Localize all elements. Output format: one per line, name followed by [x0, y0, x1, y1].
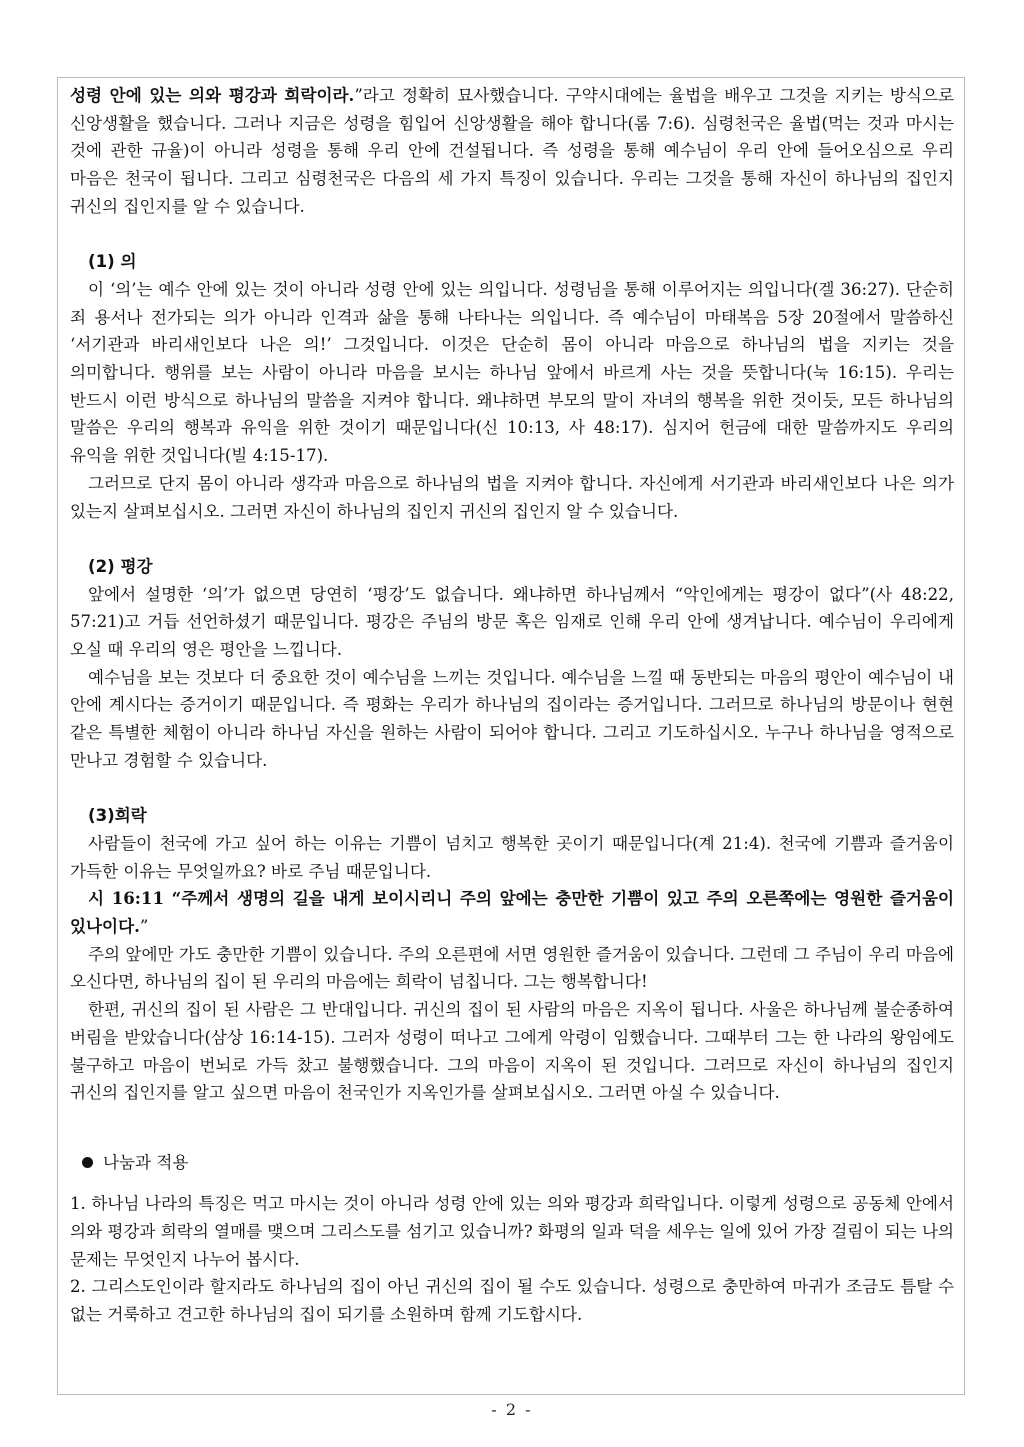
verse-text: 시 16:11 “주께서 생명의 길을 내게 보이시리니 주의 앞에는 충만한 기쁨이 있고 주의 오른쪽에는 영원한 즐거움이 있나이다.	[70, 888, 954, 937]
section2-paragraph-2: 예수님을 보는 것보다 더 중요한 것이 예수님을 느끼는 것입니다. 예수님을 느낄 때 동반되는 마음의 평안이 예수님이 내 안에 계시다는 증거이기 때문입니다. 즉 평화는 우리가 하나님의 집이라는 증거입니다. 그러므로 하나님의 방문이나 현현 같은 특별한 체험이 아니라 하나님 자신을 원하는 사람이 되어야 합니다. 그리고 기도하십시오. 누구나 하나님을 영적으로 만나고 경험할 수 있습니다.	[70, 667, 954, 770]
section1-paragraph-2: 그러므로 단지 몸이 아니라 생각과 마음으로 하나님의 법을 지켜야 합니다. 자신에게 서기관과 바리새인보다 나은 의가 있는지 살펴보십시오. 그러면 자신이 하나님의 집인지 귀신의 집인지 알 수 있습니다.	[70, 473, 954, 521]
document-body	[70, 82, 954, 1329]
sharing-heading	[70, 1149, 954, 1177]
sharing-heading-label: 나눔과 적용	[103, 1152, 189, 1172]
bullet-icon	[82, 1157, 93, 1168]
intro-bold-lead: 성령 안에 있는 의와 평강과 희락이라.	[70, 85, 355, 105]
sharing-item-2: 2. 그리스도인이라 할지라도 하나님의 집이 아닌 귀신의 집이 될 수도 있습니다. 성령으로 충만하여 마귀가 조금도 틈탈 수 없는 거룩하고 견고한 하나님의 집이 되기를 소원하며 함께 기도합시다.	[70, 1277, 954, 1325]
verse-close-quote: ”	[139, 917, 149, 937]
page-number: - 2 -	[491, 1400, 533, 1419]
intro-text: ”라고 정확히 묘사했습니다. 구약시대에는 율법을 배우고 그것을 지키는 방식으로 신앙생활을 했습니다. 그러나 지금은 성령을 힘입어 신앙생활을 해야 합니다(롬 7:6). 심령천국은 율법(먹는 것과 마시는 것에 관한 규율)이 아니라 성령을 통해 우리 안에 건설됩니다. 즉 성령을 통해 예수님이 우리 안에 들어오심으로 우리 마음은 천국이 됩니다. 그리고 심령천국은 다음의 세 가지 특징이 있습니다. 우리는 그것을 통해 자신이 하나님의 집인지 귀신의 집인지를 알 수 있습니다.	[70, 86, 954, 216]
section-heading-joy: (3)희락	[88, 806, 147, 826]
sharing-item-1: 1. 하나님 나라의 특징은 먹고 마시는 것이 아니라 성령 안에 있는 의와 평강과 희락입니다. 이렇게 성령으로 공동체 안에서 의와 평강과 희락의 열매를 맺으며 그리스도를 섬기고 있습니까? 화평의 일과 덕을 세우는 일에 있어 가장 걸림이 되는 나의 문제는 무엇인지 나누어 봅시다.	[70, 1194, 955, 1269]
section1-paragraph-1: 이 ‘의’는 예수 안에 있는 것이 아니라 성령 안에 있는 의입니다. 성령님을 통해 이루어지는 의입니다(겔 36:27). 단순히 죄 용서나 전가되는 의가 아니라 인격과 삶을 통해 나타나는 의입니다. 즉 예수님이 마태복음 5장 20절에서 말씀하신 ‘서기관과 바리새인보다 나은 의!’ 그것입니다. 이것은 단순히 몸이 아니라 마음으로 하나님의 법을 지키는 것을 의미합니다. 행위를 보는 사람이 아니라 마음을 보시는 하나님 앞에서 바르게 사는 것을 뜻합니다(눅 16:15). 우리는 반드시 이런 방식으로 하나님의 말씀을 지켜야 합니다. 왜냐하면 부모의 말이 자녀의 행복을 위한 것이듯, 모든 하나님의 말씀은 우리의 행복과 유익을 위한 것이기 때문입니다(신 10:13, 사 48:17). 심지어 헌금에 대한 말씀까지도 우리의 유익을 위한 것입니다(빌 4:15-17).	[70, 279, 954, 466]
section-heading-righteousness: (1) 의	[88, 252, 137, 272]
section3-paragraph-2: 주의 앞에만 가도 충만한 기쁨이 있습니다. 주의 오른편에 서면 영원한 즐거움이 있습니다. 그런데 그 주님이 우리 마음에 오신다면, 하나님의 집이 된 우리의 마음에는 희락이 넘칩니다. 그는 행복합니다!	[70, 944, 954, 992]
section-heading-peace: (2) 평강	[88, 556, 153, 576]
section3-paragraph-3: 한편, 귀신의 집이 된 사람은 그 반대입니다. 귀신의 집이 된 사람의 마음은 지옥이 됩니다. 사울은 하나님께 불순종하여 버림을 받았습니다(삼상 16:14-15). 그러자 성령이 떠나고 그에게 악령이 임했습니다. 그때부터 그는 한 나라의 왕임에도 불구하고 마음이 번뇌로 가득 찼고 불행했습니다. 그의 마음이 지옥이 된 것입니다. 그러므로 자신이 하나님의 집인지 귀신의 집인지를 알고 싶으면 마음이 천국인가 지옥인가를 살펴보십시오. 그러면 아실 수 있습니다.	[70, 1000, 954, 1103]
bible-verse	[70, 885, 954, 940]
intro-paragraph	[70, 82, 954, 221]
section3-paragraph-1: 사람들이 천국에 가고 싶어 하는 이유는 기쁨이 넘치고 행복한 곳이기 때문입니다(계 21:4). 천국에 기쁨과 즐거움이 가득한 이유는 무엇일까요? 바로 주님 때문입니다.	[70, 833, 954, 881]
section2-paragraph-1: 앞에서 설명한 ‘의’가 없으면 당연히 ‘평강’도 없습니다. 왜냐하면 하나님께서 “악인에게는 평강이 없다”(사 48:22, 57:21)고 거듭 선언하셨기 때문입니다. 평강은 주님의 방문 혹은 임재로 인해 우리 안에 생겨납니다. 예수님이 우리에게 오실 때 우리의 영은 평안을 느낍니다.	[70, 584, 954, 660]
